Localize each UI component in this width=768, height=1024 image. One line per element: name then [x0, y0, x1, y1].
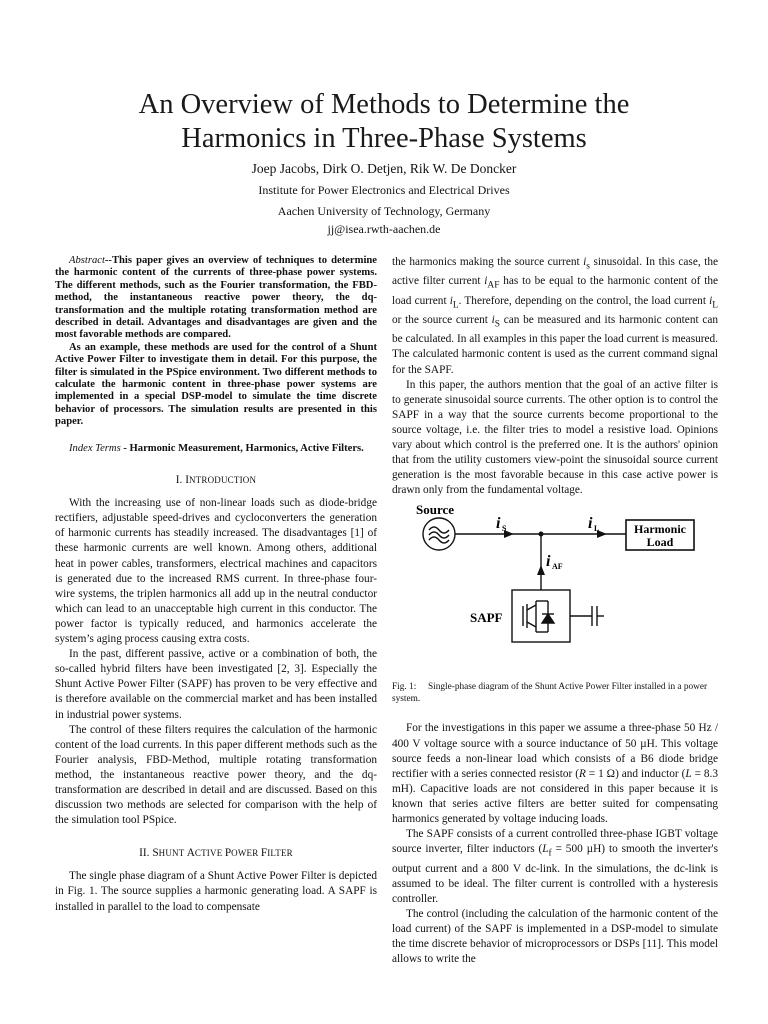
var: i: [484, 275, 488, 288]
figure-1: [392, 502, 718, 678]
var: i: [449, 294, 453, 307]
abstract-paragraph-2: As an example, these methods are used for the control of a Shunt Active Power Filter to investigate them in detail. For this purpose, the filter is simulated in the PSpice environment. Two different methods to calculate the harmonic content in three-phase power systems are implemented in a special DSP-model to simulate the time discrete behavior of processors. The simulation results are presented in this paper.: [55, 341, 377, 428]
text: sinusoidal. In this case, the active filter current: [392, 256, 718, 288]
intro-paragraph-1: With the increasing use of non-linear loads such as diode-bridge rectifiers, adjustable speed-drives and cycloconverters the generation of harmonic currents has steadily increased. The disadvantages [1] of these harmonic currents are well known. Among others, additional heat in power cables, transformers, electrical machines and capacitors is generated due to the increased RMS current. In three-phase four-wire systems, the triplen harmonics all add up in the neutral conductor which can lead to an unacceptable high current in this conductor. The power factor is typically reduced, and harmonics accelerate the system’s aging process causing extra costs.: [55, 497, 377, 646]
intro-paragraph-2: In the past, different passive, active or a combination of both, the so-called hybrid filters have been investigated [2, 3]. Especially the Shunt Active Power Filter (SAPF) has proven to be very effective and is therefore available on the commercial market and has been installed in industrial power systems.: [55, 648, 377, 721]
abstract-label: Abstract: [69, 255, 105, 266]
text: . Therefore, depending on the control, the load current: [458, 294, 710, 307]
section-heading-sapf: [55, 846, 377, 861]
text: can be measured and its harmonic content can be calculated. In all examples in this paper the load current is measured. The calculated harmonic content is used as the current command signal for the SAPF.: [392, 314, 719, 376]
right-paragraph-1: [392, 255, 718, 378]
left-column: [55, 255, 377, 915]
right-paragraph-4: [392, 827, 718, 907]
email: jj@isea.rwth-aachen.de: [327, 222, 441, 236]
text: = 8.3 mH). Capacitive loads are not considered in this paper because it is known that series active filters are better suited for compensating harmonics generated by voltage inducing loads.: [392, 767, 718, 825]
load-label-2: Load: [646, 535, 674, 550]
sc: HUNT: [158, 848, 187, 859]
section-title-rest: NTRODUCTION: [188, 475, 257, 486]
text: The SAPF consists of a current controlled three-phase IGBT voltage source inverter, filter inductors (: [392, 828, 718, 856]
right-column: [392, 255, 718, 967]
var: L: [542, 843, 549, 856]
paper-title: [0, 88, 768, 156]
abstract-text-1: --This paper gives an overview of techniques to determine the harmonic content of the currents of three-phase power systems. The different methods, such as the Fourier transformation, the FBD-method, the instantaneous reactive power theory, the dq-transformation and the multiple rotating transformation method are described in detail. Advantages and disadvantages are given and the most favorable methods are compared.: [55, 255, 377, 341]
text: For the investigations in this paper we assume a three-phase 50 Hz / 400 V voltage source with a source inductance of 50 µH. This voltage source feeds a non-linear load which consists of a B6 diode bridge rectifier with a series connected resistor (: [392, 722, 718, 780]
title-line-2: Harmonics in Three-Phase Systems: [181, 123, 587, 154]
text: or the source current: [392, 314, 492, 327]
index-terms: [55, 443, 377, 455]
title-line-1: An Overview of Methods to Determine the: [138, 89, 630, 120]
is-sub: S: [502, 524, 507, 534]
il-label: i: [588, 515, 593, 533]
text: = 1 Ω) and inductor (: [585, 767, 686, 780]
var: i: [491, 314, 495, 327]
var: R: [578, 767, 586, 780]
sapf-paragraph-1: The single phase diagram of a Shunt Active Power Filter is depicted in Fig. 1. The source supplies a harmonic generating load. A SAPF is installed in parallel to the load to compensate: [55, 870, 377, 913]
index-terms-text: - Harmonic Measurement, Harmonics, Active Filters.: [120, 442, 364, 454]
sc: CTIVE: [194, 848, 225, 859]
text: = 500 µH) to smooth the inverter's output current and a 800 V dc-link. In the simulations, the dc-link is assumed to be ideal. The filter current is controlled with a hysteresis controller.: [392, 843, 718, 905]
index-terms-label: Index Terms: [69, 442, 121, 454]
section-number: II.: [139, 847, 150, 860]
text: has to be equal to the harmonic content of the load current: [392, 275, 718, 307]
sub: L: [452, 299, 459, 310]
var: i: [583, 256, 587, 268]
sub: L: [712, 299, 718, 310]
authors: Joep Jacobs, Dirk O. Detjen, Rik W. De Doncker: [251, 161, 517, 176]
iaf-label: i: [546, 553, 551, 571]
caption-text: Single-phase diagram of the Shunt Active Power Filter installed in a power system.: [392, 682, 708, 704]
text: the harmonics making the source current: [392, 256, 584, 268]
var: L: [685, 767, 692, 780]
section-title-cap: I: [185, 474, 189, 487]
right-paragraph-3: [392, 721, 718, 827]
sapf-diagram: [392, 502, 718, 678]
sc: S: [152, 847, 159, 860]
right-paragraph-2: In this paper, the authors mention that the goal of an active filter is to generate sinusoidal source currents. The other option is to control the SAPF in a way that the source currents become proportional to the source voltage, i.e. the filter tries to model a resistive load. Opinions vary about which control is the preferred one. It is the authors' opinion that from the utility customers view-point the sinusoidal source current generation is the most favorable because in this case active power is drawn only from the fundamental voltage.: [392, 378, 718, 497]
sapf-label: SAPF: [470, 610, 503, 626]
intro-paragraph-3: The control of these filters requires the calculation of the harmonic content of the load currents. In this paper different methods such as the Fourier analysis, FBD-Method, multiple rotating transformation method, the instantaneous reactive power theory, and the dq-transformation are described in detail and are discussed. Based on this discussion two methods are selected for comparison with the help of the simulation tool PSpice.: [55, 723, 377, 827]
university: Aachen University of Technology, Germany: [277, 204, 491, 218]
figure-caption: [392, 682, 718, 705]
iaf-sub: AF: [552, 562, 563, 572]
il-sub: L: [594, 524, 600, 534]
section-number: I.: [175, 474, 183, 487]
sub: s: [586, 261, 590, 272]
sc: A: [186, 847, 195, 860]
sc: ILTER: [267, 848, 293, 859]
sc: F: [260, 847, 268, 860]
sc: P: [224, 847, 232, 860]
sc: OWER: [231, 848, 261, 859]
right-paragraph-5: The control (including the calculation of the harmonic content of the load current) of the SAPF is implemented in a DSP-model to simulate the time discrete behavior of microprocessors or DSPs [11]. This model allows to write the: [392, 907, 718, 966]
sub: S: [494, 319, 500, 330]
section-heading-introduction: [55, 473, 377, 488]
is-label: i: [496, 515, 501, 533]
load-label-1: Harmonic: [634, 522, 686, 537]
affiliation: Institute for Power Electronics and Electrical Drives: [258, 183, 510, 197]
sub: AF: [487, 280, 500, 291]
source-label: Source: [416, 502, 455, 518]
var: i: [709, 294, 713, 307]
sub: f: [548, 848, 552, 859]
caption-number: Fig. 1:: [392, 682, 417, 693]
abstract-paragraph-1: [55, 255, 377, 342]
